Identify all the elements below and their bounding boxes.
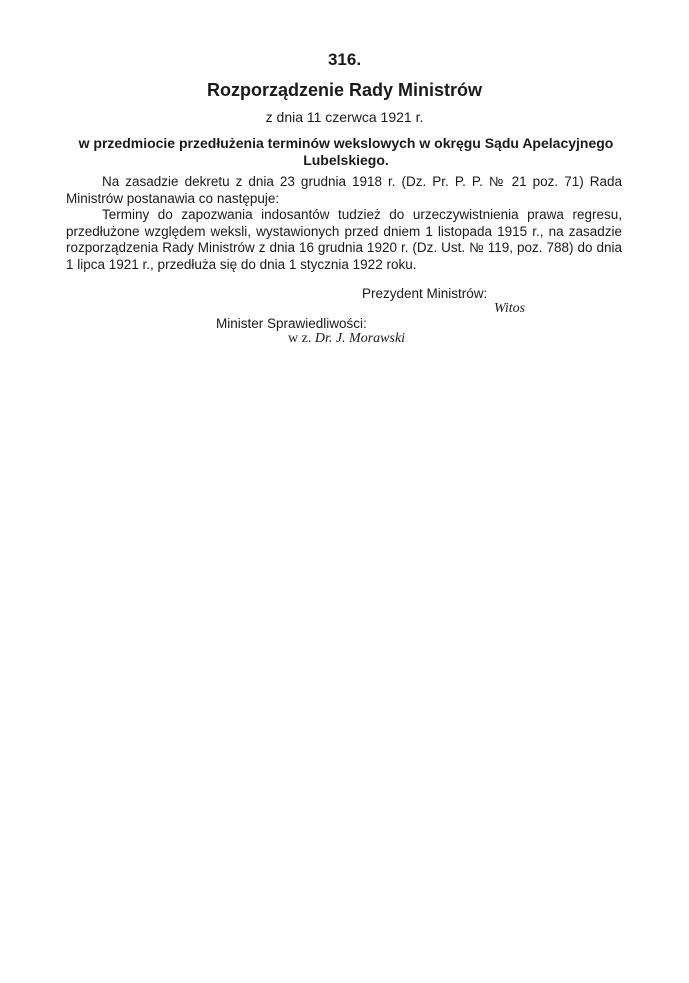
document-date: z dnia 11 czerwca 1921 r.	[265, 109, 424, 125]
signature-prime-minister-label: Prezydent Ministrów:	[362, 286, 488, 301]
document-subject: w przedmiocie przedłużenia terminów wekslowych w okręgu Sądu Apelacyjnego Lubelskiego.	[78, 135, 614, 168]
paragraph-preamble: Na zasadzie dekretu z dnia 23 grudnia 1918 r. (Dz. Pr. P. P. № 21 poz. 71) Rada Ministrów postanawia co następuje:	[66, 174, 622, 206]
signature-deputy-prefix: w z.	[288, 331, 312, 346]
document-title: Rozporządzenie Rady Ministrów	[206, 80, 483, 100]
signature-justice-minister-label: Minister Sprawiedliwości:	[216, 316, 367, 331]
signature-justice-minister-block	[288, 331, 405, 347]
document-number: 316.	[327, 50, 362, 69]
paragraph-provision: Terminy do zapozwania indosantów tudzież do urzeczywistnienia prawa regresu, przedłużone względem weksli, wystawionych przed dniem 1 listopada 1915 r., na zasadzie rozporządzenia Rady Ministrów z dnia 16 grudnia 1920 r. (Dz. Ust. № 119, poz. 788) do dnia 1 lipca 1921 r., przedłuża się do dnia 1 stycznia 1922 roku.	[66, 207, 622, 272]
signature-justice-minister-name: Dr. J. Morawski	[314, 331, 406, 346]
signature-prime-minister-name: Witos	[494, 301, 526, 316]
document-body	[66, 174, 622, 273]
